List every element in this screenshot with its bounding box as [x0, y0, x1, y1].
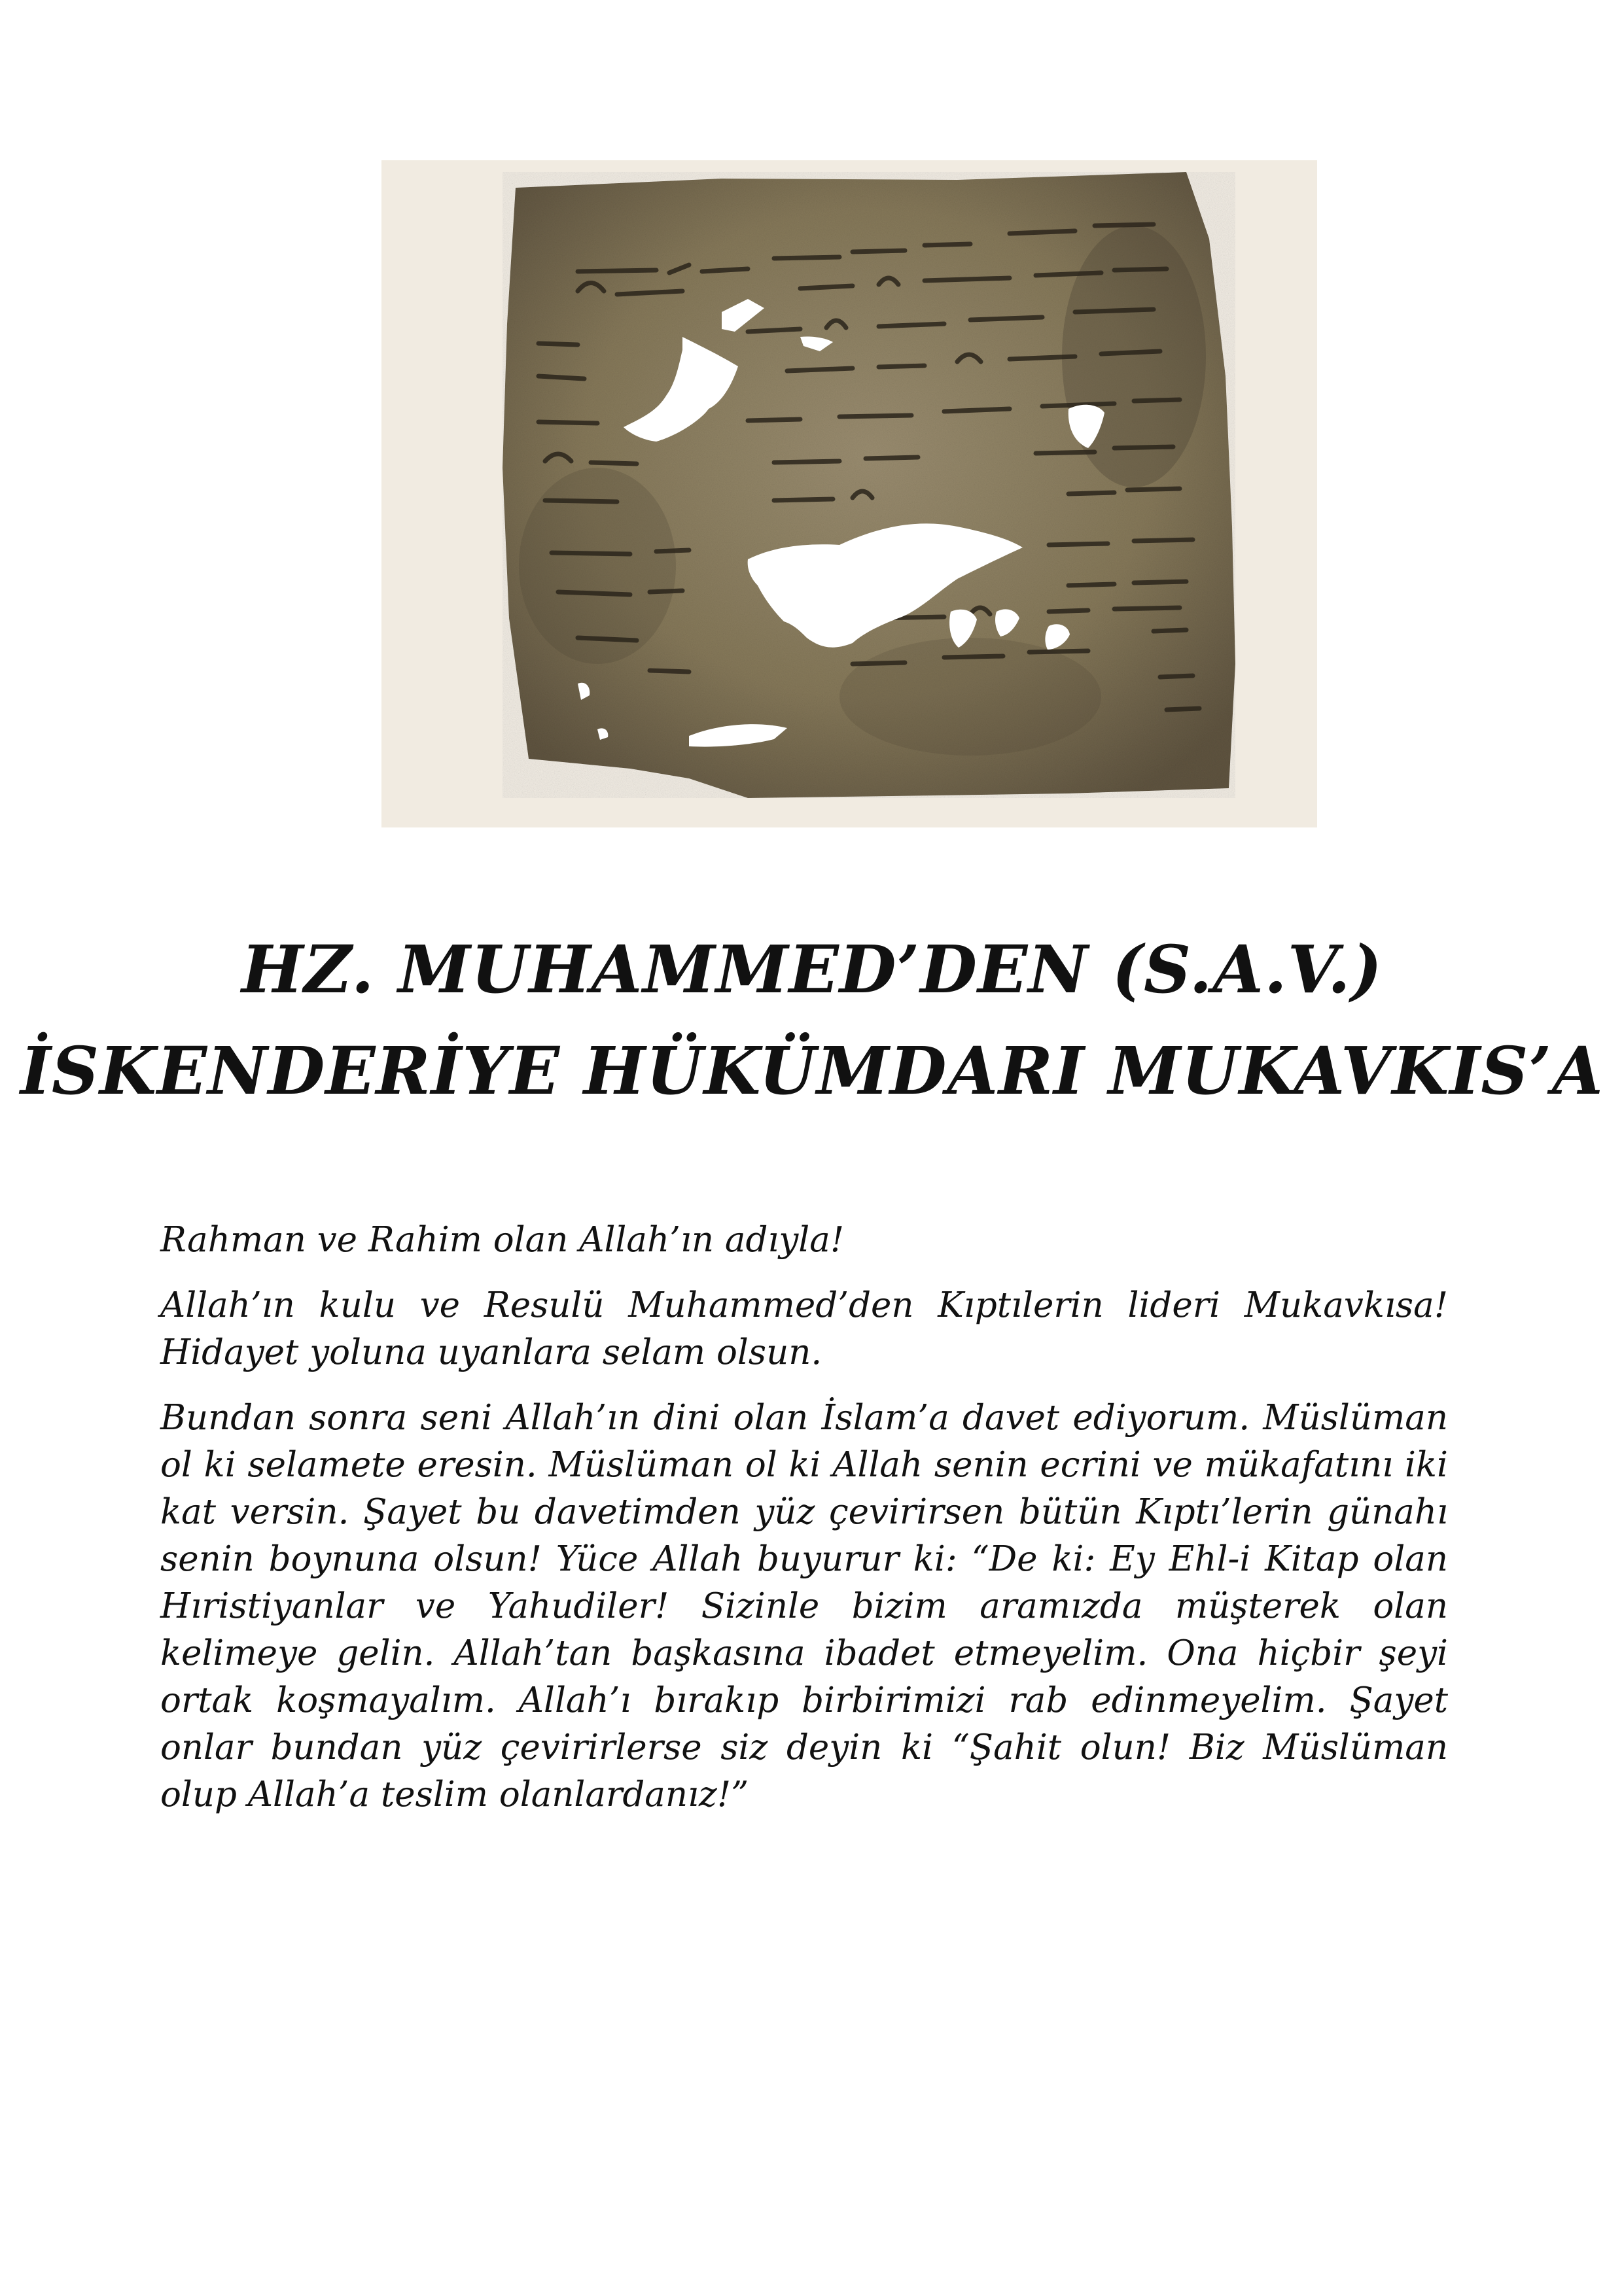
page-title	[0, 919, 1624, 1122]
letter-text	[160, 1217, 1448, 1837]
manuscript-photo	[381, 160, 1317, 827]
title-line-2: İSKENDERİYE HÜKÜMDARI MUKAVKIS’A	[20, 1032, 1604, 1109]
title-line-1: HZ. MUHAMMED’DEN (S.A.V.)	[241, 931, 1383, 1008]
letter-basmala: Rahman ve Rahim olan Allah’ın adıyla!	[160, 1220, 845, 1260]
letter-salutation: Allah’ın kulu ve Resulü Muhammed’den Kıptılerin lideri Mukavkısa! Hidayet yoluna uyanlara selam olsun.	[160, 1285, 1448, 1372]
letter-main-paragraph: Bundan sonra seni Allah’ın dini olan İslam’a davet ediyorum. Müslüman ol ki selamete eresin. Müslüman ol ki Allah senin ecrini ve mükafatını iki kat versin. Şayet bu davetimden yüz çevirirsen bütün Kıptı’lerin günahı senin boynuna olsun! Yüce Allah buyurur ki: “De ki: Ey Ehl-i Kitap olan Hıristiyanlar ve Yahudiler! Sizinle bizim aramızda müşterek olan kelimeye gelin. Allah’tan başkasına ibadet etmeyelim. Ona hiçbir şeyi ortak koşmayalım. Allah’ı bırakıp birbirimizi rab edinmeyelim. Şayet onlar bundan yüz çevirirlerse siz deyin ki “Şahit olun! Biz Müslüman olup Allah’a teslim olanlardanız!”	[160, 1398, 1448, 1815]
manuscript-illustration	[381, 160, 1317, 827]
